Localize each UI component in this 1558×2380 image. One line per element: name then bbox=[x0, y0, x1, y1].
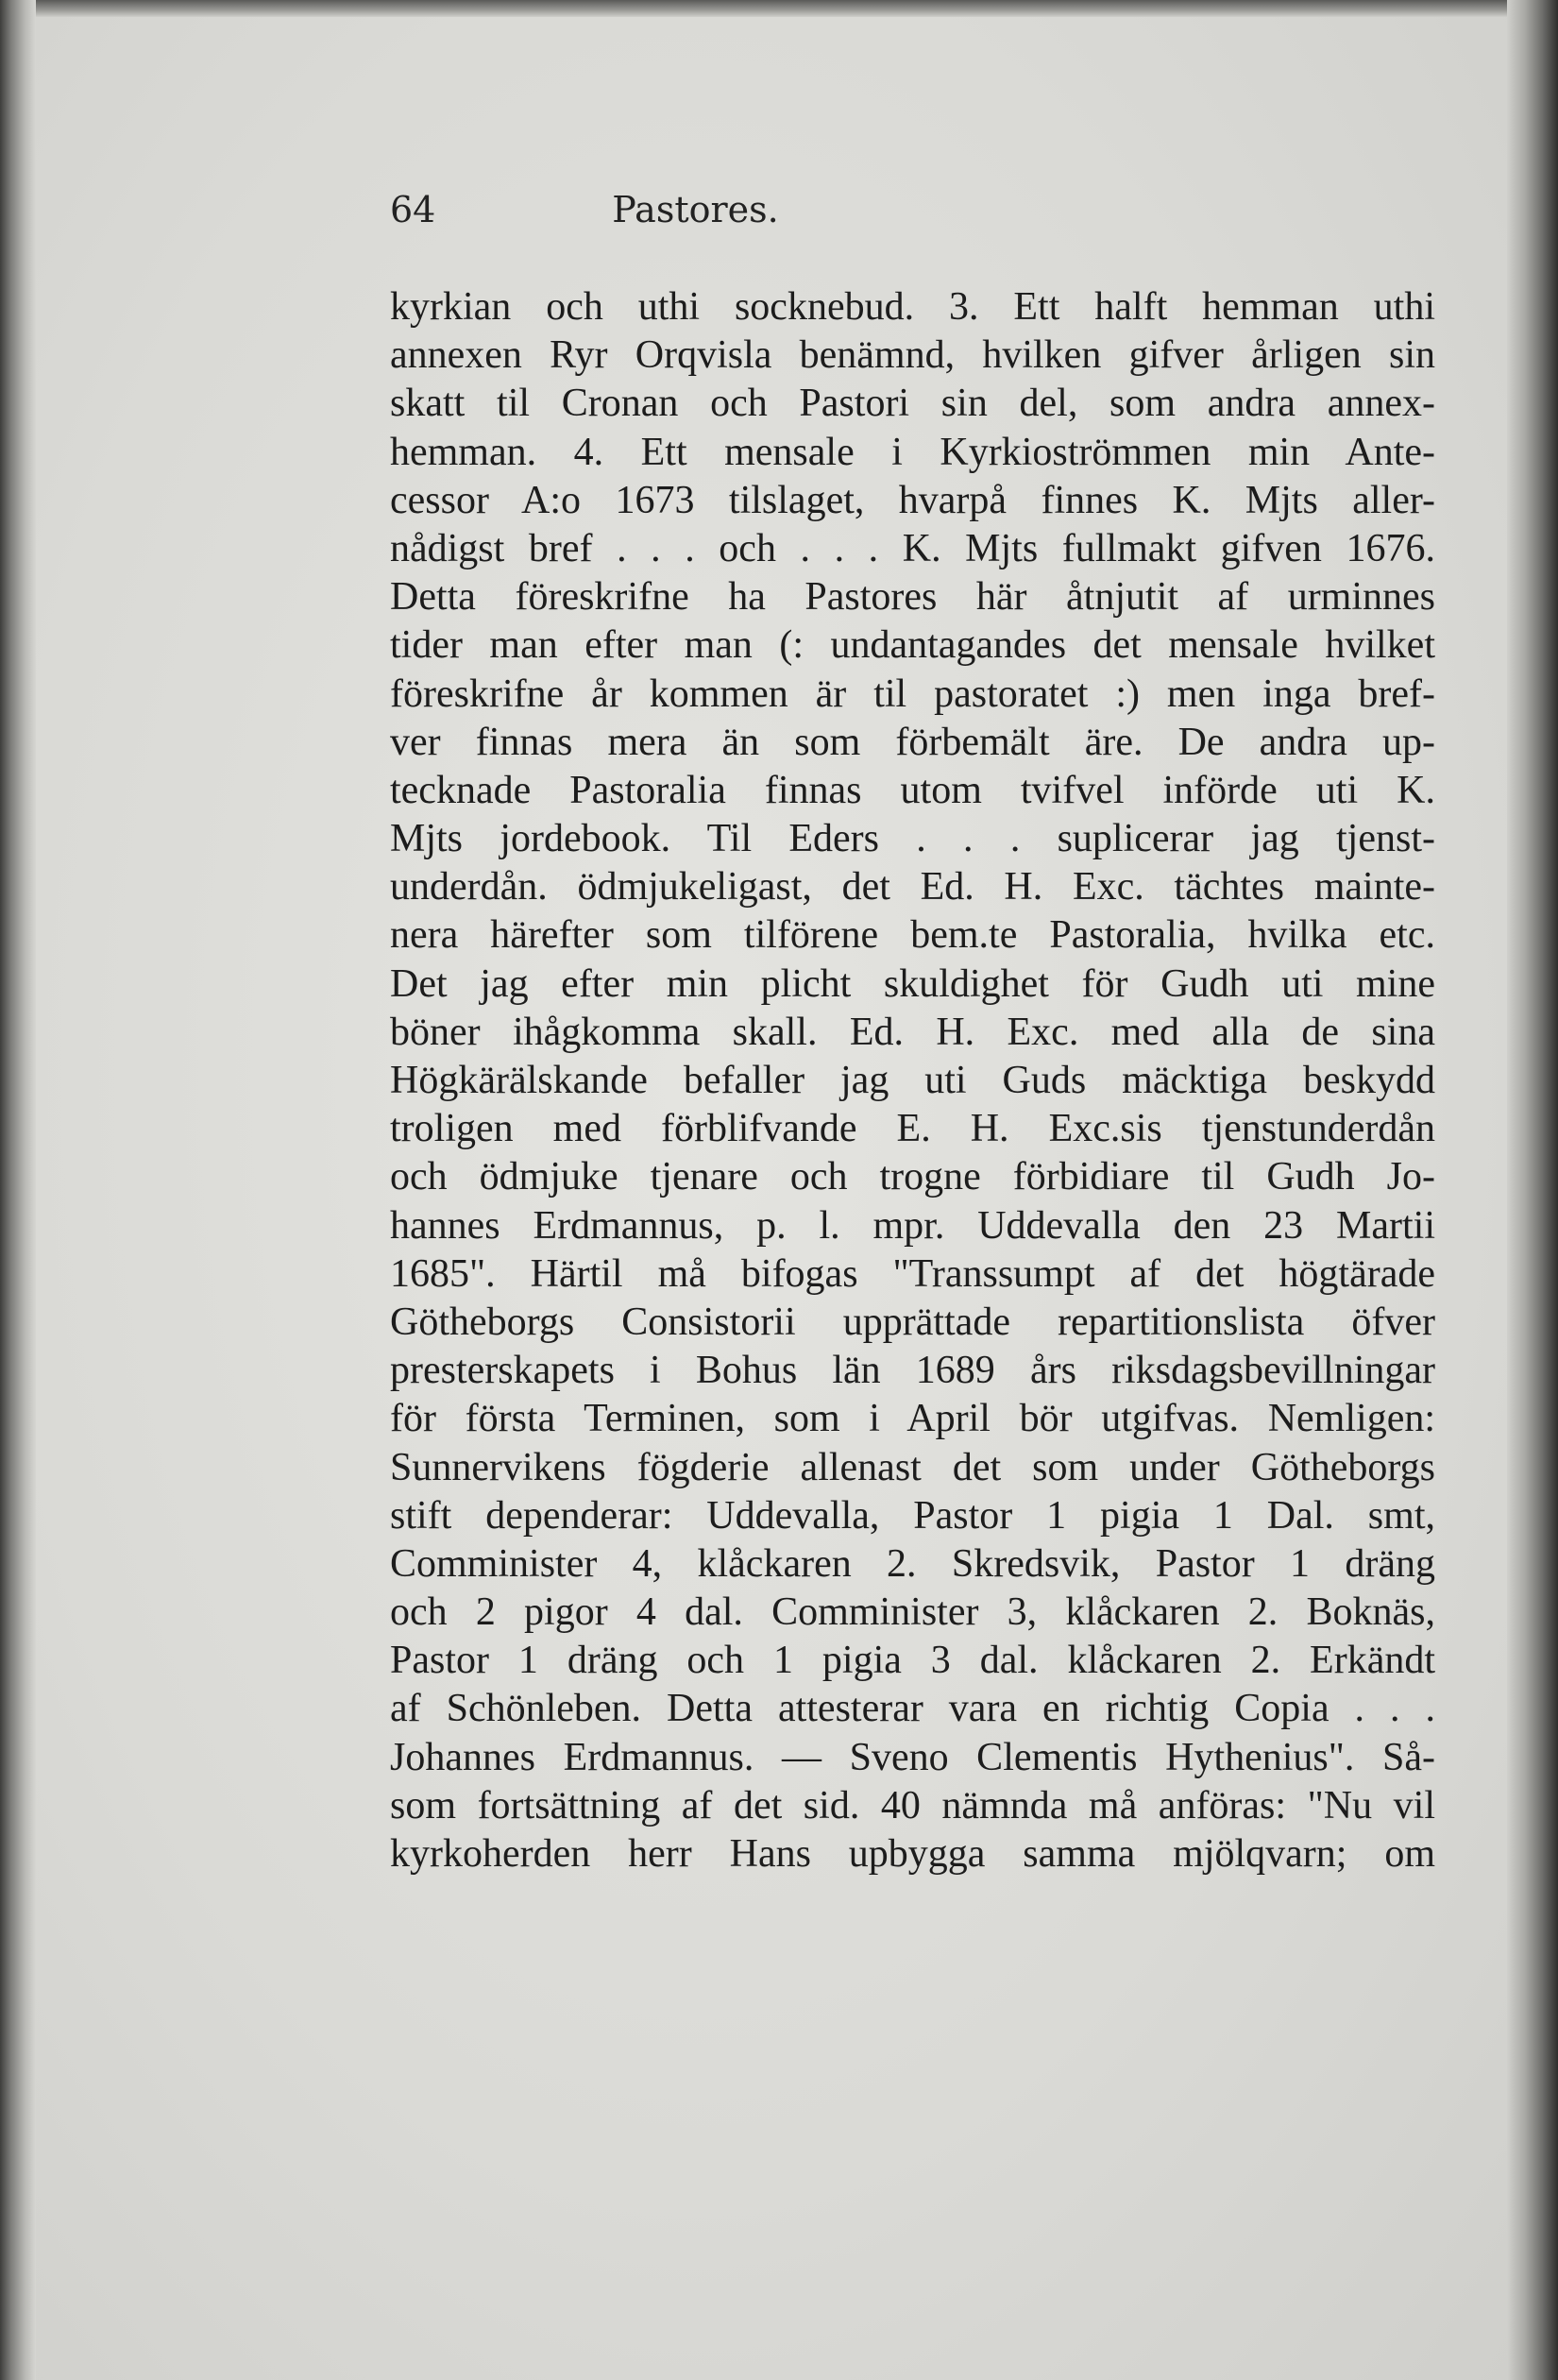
text-line: hemman. 4. Ett mensale i Kyrkioströmmen min Ante- bbox=[390, 430, 1435, 474]
text-line: ver finnas mera än som förbemält äre. De andra up- bbox=[390, 720, 1435, 764]
text-line: nådigst bref . . . och . . . K. Mjts fullmakt gifven 1676. bbox=[390, 526, 1435, 570]
scan-top-edge bbox=[0, 0, 1558, 17]
text-line: kyrkoherden herr Hans upbygga samma mjölqvarn; om bbox=[390, 1832, 1435, 1876]
text-line: skatt til Cronan och Pastori sin del, som andra annex- bbox=[390, 382, 1435, 426]
text-line: cessor A:o 1673 tilslaget, hvarpå finnes K. Mjts aller- bbox=[390, 478, 1435, 522]
text-line: och ödmjuke tjenare och trogne förbidiare til Gudh Jo- bbox=[390, 1155, 1435, 1199]
text-line: för första Terminen, som i April bör utgifvas. Nemligen: bbox=[390, 1397, 1435, 1441]
text-line: föreskrifne år kommen är til pastoratet :) men inga bref- bbox=[390, 672, 1435, 716]
text-line: Det jag efter min plicht skuldighet för Gudh uti mine bbox=[390, 961, 1435, 1006]
text-line: tecknade Pastoralia finnas utom tvifvel införde uti K. bbox=[390, 768, 1435, 812]
text-line: Mjts jordebook. Til Eders . . . suplicerar jag tjenst- bbox=[390, 817, 1435, 861]
text-line: Sunnervikens fögderie allenast det som under Götheborgs bbox=[390, 1445, 1435, 1489]
text-line: annexen Ryr Orqvisla benämnd, hvilken gifver årligen sin bbox=[390, 333, 1435, 378]
book-edge-right bbox=[1507, 0, 1558, 2380]
book-gutter-left bbox=[0, 0, 36, 2380]
text-line: hannes Erdmannus, p. l. mpr. Uddevalla den 23 Martii bbox=[390, 1203, 1435, 1248]
text-line: Högkärälskande befaller jag uti Guds mäcktiga beskydd bbox=[390, 1059, 1435, 1102]
text-line: Pastor 1 dräng och 1 pigia 3 dal. klåckaren 2. Erkändt bbox=[390, 1639, 1435, 1683]
text-line: 1685". Härtil må bifogas "Transsumpt af det högtärade bbox=[390, 1251, 1435, 1296]
text-line: böner ihågkomma skall. Ed. H. Exc. med alla de sina bbox=[390, 1010, 1435, 1054]
text-line: tider man efter man (: undantagandes det mensale hvilket bbox=[390, 623, 1435, 668]
text-line: Detta föreskrifne ha Pastores här åtnjutit af urminnes bbox=[390, 575, 1435, 620]
text-line: kyrkian och uthi socknebud. 3. Ett halft hemman uthi bbox=[390, 285, 1435, 329]
body-text bbox=[390, 283, 1435, 1878]
text-line: som fortsättning af det sid. 40 nämnda må anföras: "Nu vil bbox=[390, 1783, 1435, 1828]
text-line: och 2 pigor 4 dal. Comminister 3, klåckaren 2. Boknäs, bbox=[390, 1590, 1435, 1635]
text-line: presterskapets i Bohus län 1689 års riksdagsbevillningar bbox=[390, 1349, 1435, 1393]
text-line: Johannes Erdmannus. — Sveno Clementis Hythenius". Så- bbox=[390, 1735, 1435, 1779]
text-line: underdån. ödmjukeligast, det Ed. H. Exc. tächtes mainte- bbox=[390, 865, 1435, 910]
text-line: stift dependerar: Uddevalla, Pastor 1 pigia 1 Dal. smt, bbox=[390, 1493, 1435, 1538]
text-line: Götheborgs Consistorii upprättade repartitionslista öfver bbox=[390, 1300, 1435, 1344]
text-line: troligen med förblifvande E. H. Exc.sis tjenstunderdån bbox=[390, 1107, 1435, 1151]
page-header-title: Pastores. bbox=[612, 189, 779, 230]
running-head bbox=[390, 189, 1001, 246]
text-line: Comminister 4, klåckaren 2. Skredsvik, Pastor 1 dräng bbox=[390, 1541, 1435, 1586]
text-line: af Schönleben. Detta attesterar vara en richtig Copia . . . bbox=[390, 1687, 1435, 1731]
text-line: nera härefter som tilförene bem.te Pastoralia, hvilka etc. bbox=[390, 913, 1435, 958]
page-number: 64 bbox=[390, 189, 436, 230]
